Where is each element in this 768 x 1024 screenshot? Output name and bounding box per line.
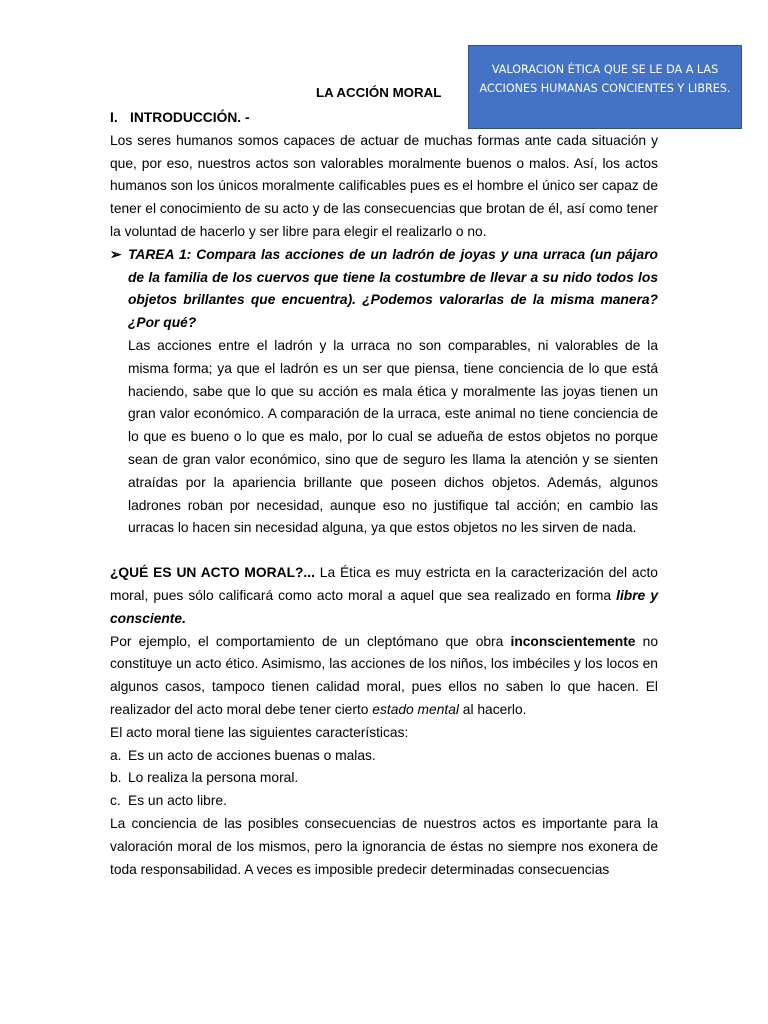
document-body — [110, 107, 658, 881]
list-marker: b. — [110, 770, 122, 786]
acto-moral-text: La Ética es muy estricta en la caracterización del acto moral, pues sólo calificará como acto moral a aquel que sea realizado en forma — [110, 565, 658, 603]
acto-moral-paragraph — [110, 562, 658, 630]
ejemplo-text-2: no constituye un acto ético. Asimismo, las acciones de los niños, los imbéciles y los locos en algunos casos, tampoco tienen calidad moral, pues ellos no saben lo que hacen. El realizador del acto moral debe tener cierto — [110, 633, 659, 717]
ejemplo-text-1: Por ejemplo, el comportamiento de un cleptómano que obra — [110, 633, 511, 649]
intro-paragraph: Los seres humanos somos capaces de actuar de muchas formas ante cada situación y que, por eso, nuestros actos son valorables moralmente buenos o malos. Así, los actos humanos son los únicos moralmente calificables pues es el hombre el único ser capaz de tener el conocimiento de su acto y de las consecuencias que brotan de él, así como tener la voluntad de hacerlo y ser libre para elegir el realizarlo o no. — [110, 132, 658, 239]
list-item — [110, 790, 658, 813]
caracteristicas-intro: El acto moral tiene las siguientes características: — [110, 724, 409, 740]
section-number: I. — [110, 110, 118, 125]
list-item-text: Lo realiza la persona moral. — [128, 770, 299, 786]
task-1-text: TAREA 1: Compara las acciones de un ladrón de joyas y una urraca (un pájaro de la familia de los cuervos que tiene la costumbre de llevar a su nido todos los objetos brillantes que encuentra). ¿Podemos valorarlas de la misma manera? ¿Por qué? — [128, 246, 658, 331]
ejemplo-paragraph — [110, 631, 658, 722]
ejemplo-bold: inconscientemente — [510, 633, 636, 649]
list-item-text: Es un acto de acciones buenas o malas. — [128, 747, 376, 763]
list-item-text: Es un acto libre. — [128, 793, 227, 809]
task-1 — [110, 244, 658, 335]
list-item — [110, 767, 658, 790]
list-item — [110, 745, 658, 768]
page-title: LA ACCIÓN MORAL — [316, 85, 442, 100]
list-marker: c. — [110, 793, 121, 809]
acto-moral-emphasis: libre y consciente. — [110, 587, 658, 626]
conciencia-paragraph: La conciencia de las posibles consecuencias de nuestros actos es importante para la valoración moral de los mismos, pero la ignorancia de éstas no siempre nos exonera de toda responsabilidad. A veces es imposible predecir determinadas consecuencias — [110, 815, 658, 877]
section-label: INTRODUCCIÓN. - — [130, 110, 250, 125]
list-marker: a. — [110, 747, 122, 763]
ejemplo-text-3: al hacerlo. — [458, 701, 527, 717]
arrow-bullet-icon: ➢ — [110, 246, 122, 262]
callout-text: VALORACION ÉTICA QUE SE LE DA A LAS ACCIONES HUMANAS CONCIENTES Y LIBRES. — [479, 63, 731, 95]
task-1-answer: Las acciones entre el ladrón y la urraca no son comparables, ni valorables de la misma forma; ya que el ladrón es un ser que piensa, tiene conciencia de lo que está haciendo, sabe que lo que su acción es mala ética y moralmente las joyas tienen un gran valor económico. A comparación de la urraca, este animal no tiene conciencia de lo que es bueno o lo que es malo, por lo cual se adueña de estos objetos no porque sean de gran valor económico, sino que de seguro les llama la atención y se sienten atraídas por la apariencia brillante que poseen dichos objetos. Además, algunos ladrones roban por necesidad, aunque eso no justifique tal acción; en cambio las urracas lo hacen sin necesidad alguna, ya que estos objetos no les sirven de nada. — [128, 337, 658, 536]
section-heading — [110, 107, 658, 130]
spacer — [110, 540, 658, 562]
acto-moral-heading: ¿QUÉ ES UN ACTO MORAL?... — [110, 565, 315, 581]
ejemplo-italic: estado mental — [372, 701, 459, 717]
